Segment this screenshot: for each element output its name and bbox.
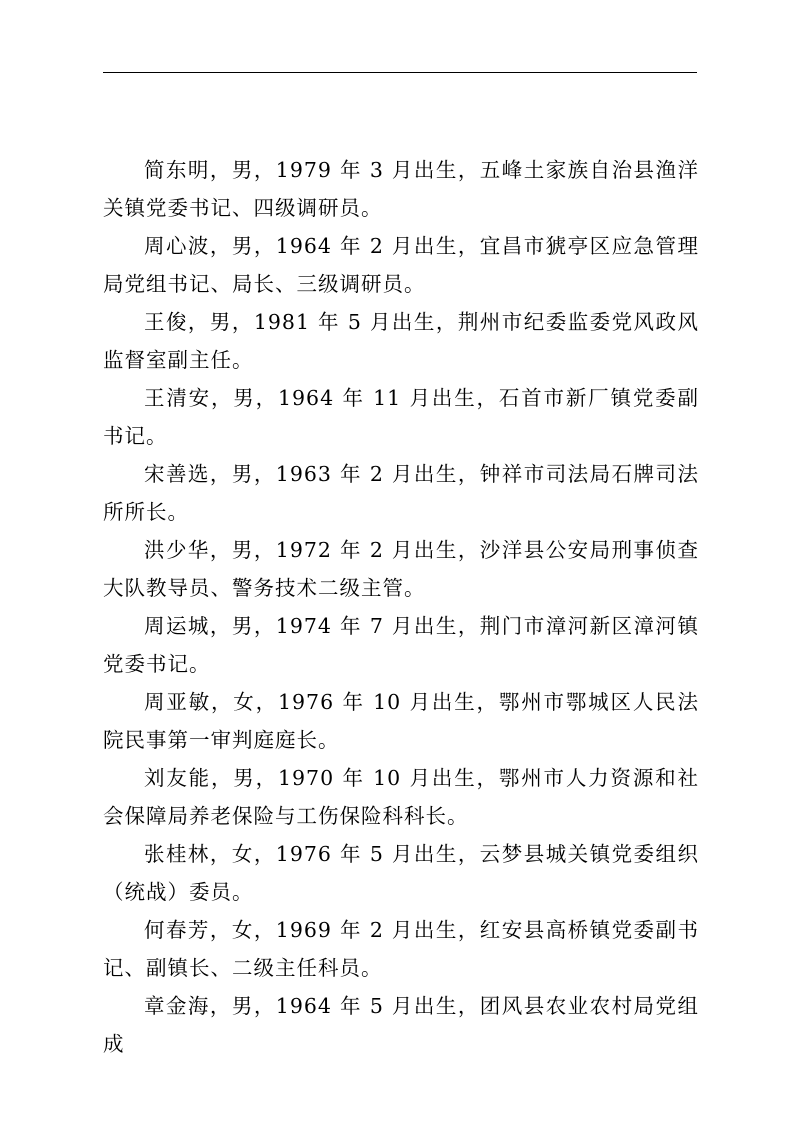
- paragraph: 刘友能，男，1970 年 10 月出生，鄂州市人力资源和社会保障局养老保险与工伤保险科科长。: [103, 766, 699, 828]
- paragraph: 何春芳，女，1969 年 2 月出生，红安县高桥镇党委副书记、副镇长、二级主任科员。: [103, 918, 699, 980]
- paragraph: 章金海，男，1964 年 5 月出生，团风县农业农村局党组成: [103, 994, 699, 1056]
- paragraph: 简东明，男，1979 年 3 月出生，五峰土家族自治县渔洋关镇党委书记、四级调研员。: [103, 158, 699, 220]
- paragraph: 王清安，男，1964 年 11 月出生，石首市新厂镇党委副书记。: [103, 386, 699, 448]
- header-rule: [103, 72, 697, 73]
- paragraph: 洪少华，男，1972 年 2 月出生，沙洋县公安局刑事侦查大队教导员、警务技术二级主管。: [103, 538, 699, 600]
- paragraph: 张桂林，女，1976 年 5 月出生，云梦县城关镇党委组织（统战）委员。: [103, 842, 699, 904]
- paragraph: 王俊，男，1981 年 5 月出生，荆州市纪委监委党风政风监督室副主任。: [103, 310, 699, 372]
- paragraph: 周亚敏，女，1976 年 10 月出生，鄂州市鄂城区人民法院民事第一审判庭庭长。: [103, 690, 699, 752]
- paragraph: 周心波，男，1964 年 2 月出生，宜昌市猇亭区应急管理局党组书记、局长、三级调研员。: [103, 234, 699, 296]
- document-body: [103, 151, 699, 1063]
- paragraph: 宋善选，男，1963 年 2 月出生，钟祥市司法局石牌司法所所长。: [103, 462, 699, 524]
- paragraph: 周运城，男，1974 年 7 月出生，荆门市漳河新区漳河镇党委书记。: [103, 614, 699, 676]
